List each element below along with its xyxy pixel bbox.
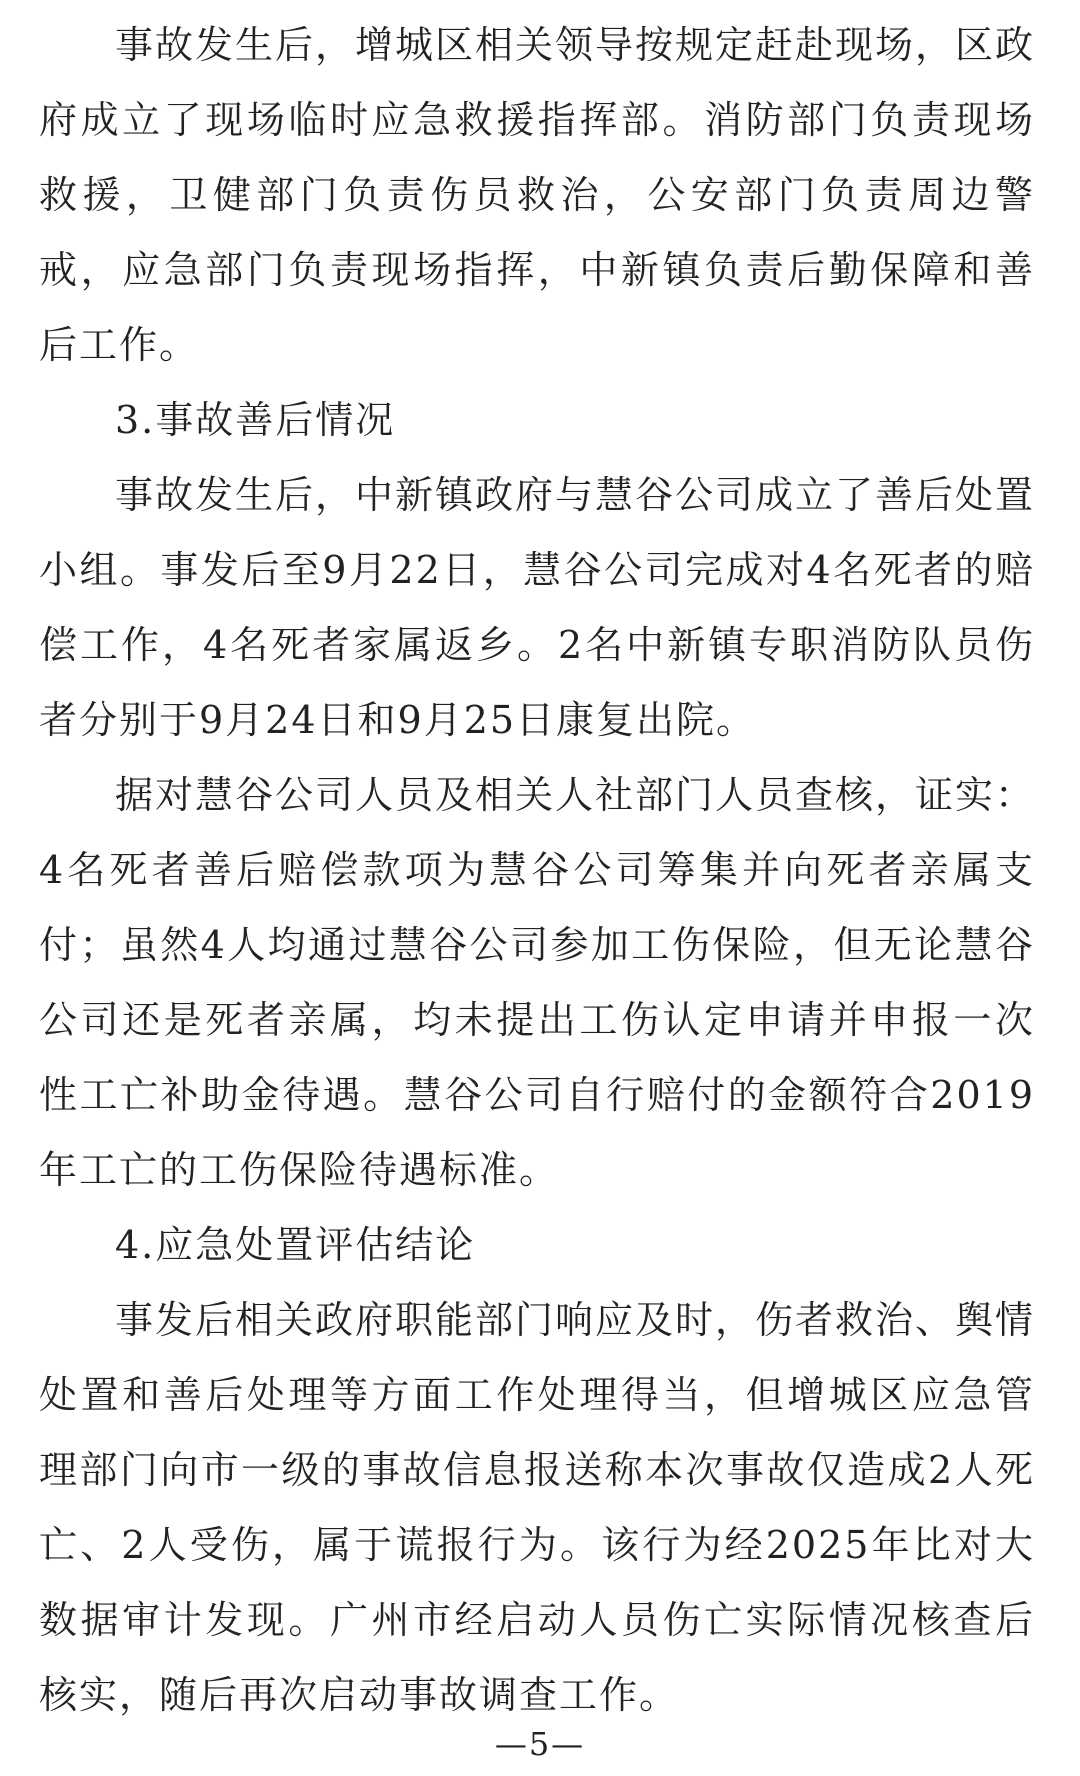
paragraph-evaluation: 事发后相关政府职能部门响应及时，伤者救治、舆情处置和善后处理等方面工作处理得当，但增城区应急管理部门向市一级的事故信息报送称本次事故仅造成2人死亡、2人受伤，属于谎报行为。该行为经2025年比对大数据审计发现。广州市经启动人员伤亡实际情况核查后核实，随后再次启动事故调查工作。 [39,1298,1036,1717]
paragraph-aftermath-compensation: 事故发生后，中新镇政府与慧谷公司成立了善后处置小组。事发后至9月22日，慧谷公司完成对4名死者的赔偿工作，4名死者家属返乡。2名中新镇专职消防队员伤者分别于9月24日和9月25日康复出院。 [39,473,1036,742]
heading-aftermath: 3.事故善后情况 [115,398,396,442]
paragraph-verification: 据对慧谷公司人员及相关人社部门人员查核，证实：4名死者善后赔偿款项为慧谷公司筹集并向死者亲属支付；虽然4人均通过慧谷公司参加工伤保险，但无论慧谷公司还是死者亲属，均未提出工伤认定申请并申报一次性工亡补助金待遇。慧谷公司自行赔付的金额符合2019年工亡的工伤保险待遇标准。 [39,773,1036,1192]
heading-evaluation-conclusion: 4.应急处置评估结论 [115,1223,476,1267]
paragraph-emergency-response: 事故发生后，增城区相关领导按规定赶赴现场，区政府成立了现场临时应急救援指挥部。消防部门负责现场救援，卫健部门负责伤员救治，公安部门负责周边警戒，应急部门负责现场指挥，中新镇负责后勤保障和善后工作。 [39,23,1036,367]
page-number: —5— [494,1725,586,1763]
